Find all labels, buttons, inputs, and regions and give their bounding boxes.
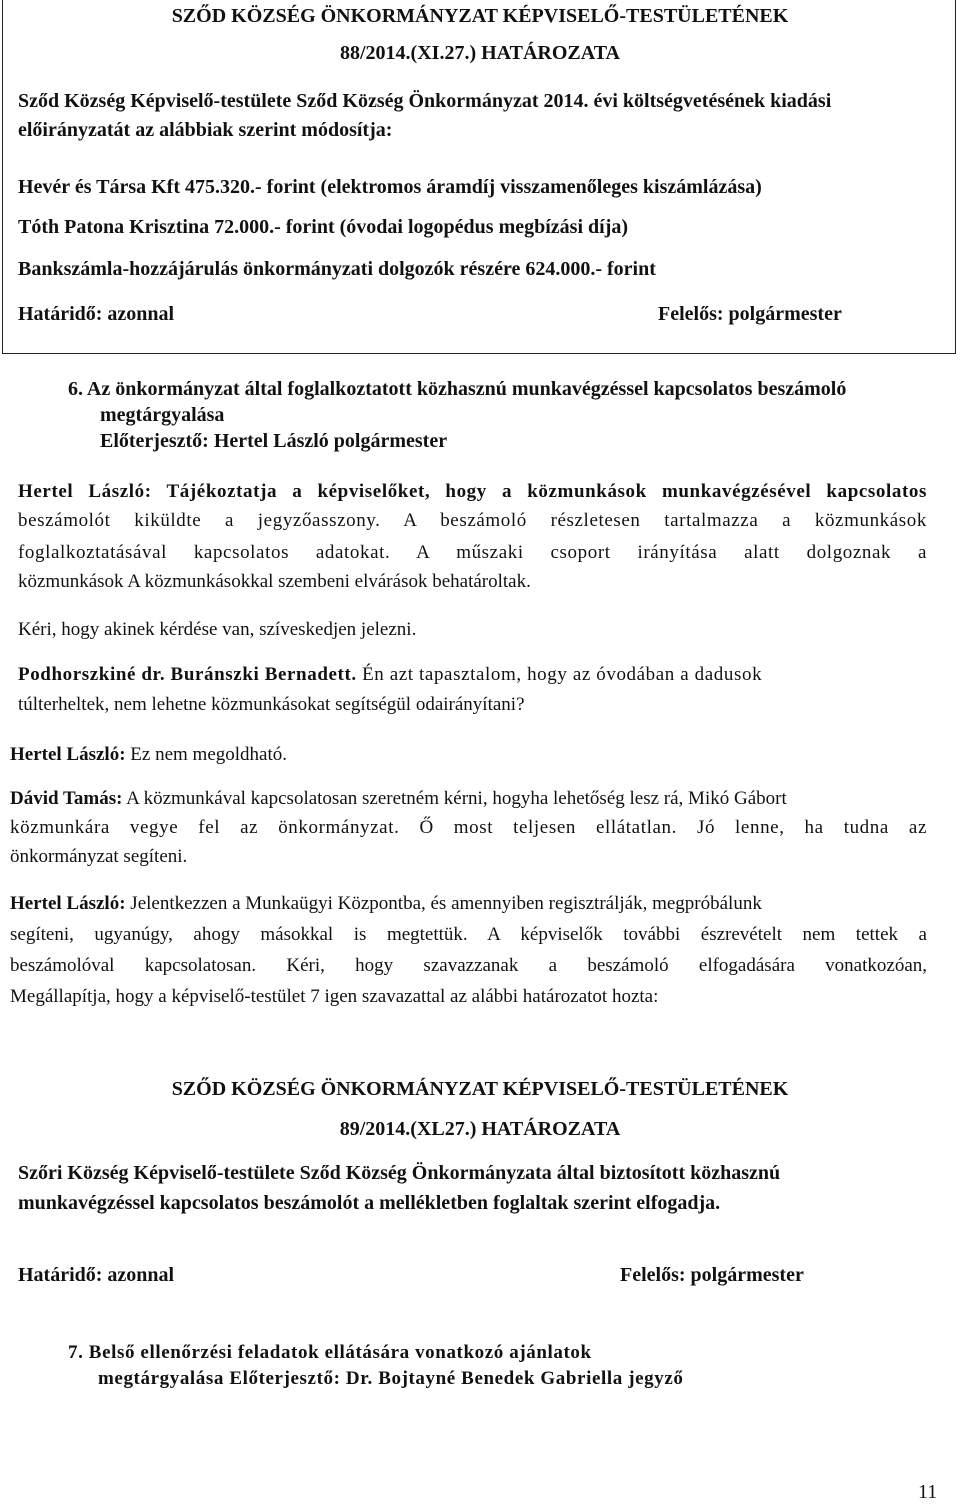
speaker-podhorszkine: Podhorszkiné dr. Buránszki Bernadett.	[18, 664, 357, 685]
resolution-88-title: SZŐD KÖZSÉG ÖNKORMÁNYZAT KÉPVISELŐ-TESTÜLETÉNEK	[171, 5, 789, 27]
minutes-p5-line2: közmunkára vegye fel az önkormányzat. Ő most teljesen ellátatlan. Jó lenne, ha tudna az	[10, 817, 927, 838]
resolution-89-number: 89/2014.(XL27.) HATÁROZATA	[339, 1118, 621, 1140]
minutes-p6-line3: beszámolóval kapcsolatosan. Kéri, hogy szavazzanak a beszámoló elfogadására vonatkozóan,	[10, 955, 927, 976]
speaker-label: Hertel László: Tájékoztatja a képviselőket, hogy a közmunkások munkavégzésével kapcsolatos	[18, 481, 927, 502]
resolution-88-item3: Bankszámla-hozzájárulás önkormányzati dolgozók részére 624.000.- forint	[18, 258, 656, 280]
resolution-88-item2: Tóth Patona Krisztina 72.000.- forint (óvodai logopédus megbízási díja)	[18, 216, 629, 238]
minutes-p6-text: Jelentkezzen a Munkaügyi Központba, és amennyiben regisztrálják, megpróbálunk	[125, 893, 762, 914]
minutes-p1-line1	[18, 481, 927, 503]
minutes-p3-text: Én azt tapasztalom, hogy az óvodában a dadusok	[356, 664, 763, 685]
minutes-p6-line1	[10, 893, 762, 915]
agenda-6-heading-line2: megtárgyalása	[100, 404, 225, 426]
resolution-89-body-line1: Szőri Község Képviselő-testülete Sződ Község Önkormányzata által biztosított közhasznú	[18, 1162, 781, 1184]
resolution-89-body-line2: munkavégzéssel kapcsolatos beszámolót a mellékletben foglaltak szerint elfogadja.	[18, 1192, 721, 1214]
minutes-p5-line3: önkormányzat segíteni.	[10, 846, 188, 867]
resolution-88-number: 88/2014.(XI.27.) HATÁROZATA	[340, 42, 620, 64]
minutes-p2: Kéri, hogy akinek kérdése van, szíveskedjen jelezni.	[18, 619, 417, 640]
speaker-david: Dávid Tamás:	[10, 788, 123, 809]
resolution-88-deadline: Határidő: azonnal	[18, 303, 175, 325]
minutes-p5-line1	[10, 788, 787, 810]
agenda-7-heading-line2: megtárgyalása Előterjesztő: Dr. Bojtayné Benedek Gabriella jegyző	[98, 1368, 684, 1389]
resolution-89-title: SZŐD KÖZSÉG ÖNKORMÁNYZAT KÉPVISELŐ-TESTÜLETÉNEK	[171, 1078, 789, 1100]
resolution-88-item1: Hevér és Társa Kft 475.320.- forint (elektromos áramdíj visszamenőleges kiszámlázása)	[18, 176, 762, 198]
minutes-p1-line4: közmunkások A közmunkásokkal szembeni elvárások behatároltak.	[18, 571, 531, 592]
minutes-p4	[10, 744, 287, 766]
resolution-89-responsible: Felelős: polgármester	[620, 1264, 804, 1286]
minutes-p5-text: A közmunkával kapcsolatosan szeretném kérni, hogyha lehetőség lesz rá, Mikó Gábort	[122, 788, 787, 809]
speaker-hertel-2: Hertel László:	[10, 893, 126, 914]
minutes-p4-text: Ez nem megoldható.	[125, 744, 288, 765]
minutes-p3-line2: túlterheltek, nem lehetne közmunkásokat segítségül odairányítani?	[18, 694, 525, 715]
agenda-6-heading-line1: 6. Az önkormányzat által foglalkoztatott közhasznú munkavégzéssel kapcsolatos beszámoló	[68, 378, 847, 400]
speaker-hertel: Hertel László:	[10, 744, 126, 765]
resolution-88-responsible: Felelős: polgármester	[658, 303, 842, 325]
resolution-88-body-line1: Sződ Község Képviselő-testülete Sződ Község Önkormányzat 2014. évi költségvetésének kiadási	[18, 90, 832, 112]
resolution-89-deadline: Határidő: azonnal	[18, 1264, 175, 1286]
minutes-p6-line2: segíteni, ugyanúgy, ahogy másokkal is megtettük. A képviselők további észrevételt nem tettek a	[10, 924, 927, 945]
agenda-7-heading-line1: 7. Belső ellenőrzési feladatok ellátására vonatkozó ajánlatok	[68, 1342, 592, 1363]
minutes-p6-line4: Megállapítja, hogy a képviselő-testület 7 igen szavazattal az alábbi határozatot hozta:	[10, 986, 659, 1007]
agenda-6-presenter: Előterjesztő: Hertel László polgármester	[100, 430, 448, 452]
minutes-p3-line1	[18, 664, 762, 686]
resolution-88-body-line2: előirányzatát az alábbiak szerint módosítja:	[18, 119, 393, 141]
minutes-p1-line3: foglalkoztatásával kapcsolatos adatokat. A műszaki csoport irányítása alatt dolgoznak a	[18, 542, 927, 563]
page-number: 11	[918, 1481, 938, 1503]
minutes-p1-line2: beszámolót kiküldte a jegyzőasszony. A beszámoló részletesen tartalmazza a közmunkások	[18, 510, 927, 531]
